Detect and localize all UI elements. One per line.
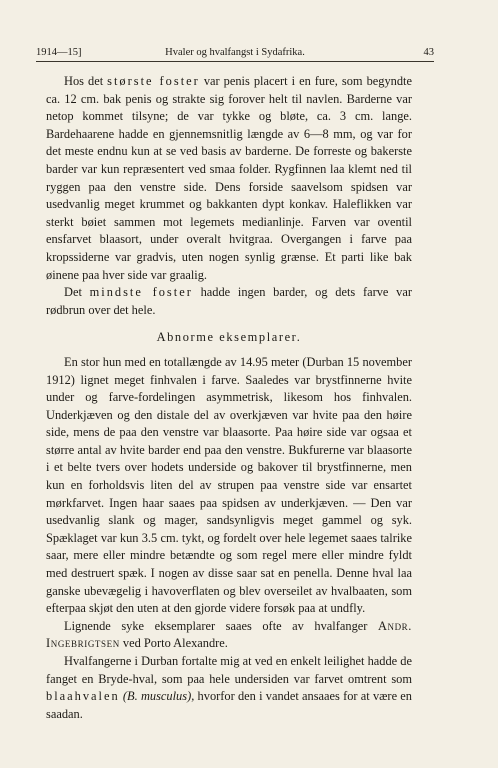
- emphasis-spaced: blaahvalen: [46, 689, 120, 704]
- text-run: ved Porto Alexandre.: [119, 636, 228, 651]
- text-run: Det: [64, 285, 90, 300]
- section-heading: Abnorme eksemplarer.: [156, 330, 302, 345]
- running-header: [36, 46, 434, 60]
- text-run: Lignende syke eksemplarer saaes ofte av hvalfanger: [64, 618, 378, 633]
- paragraph: En stor hun med en totallængde av 14.95 meter (Durban 15 november 1912) lignet meget finhvalen i farve. Saaledes var brystfinnerne hvite under og farve-fordelingen asymmetrisk, likesom hos finhvalen. Underkjæven og den distale del av overkjæven var hvite paa den høire side, mens de paa den venstre var blaasorte. Paa høire side var ogsaa et større antal av hvite barder end paa den venstre. Bukfurerne var blaasorte i et belte tvers over hodets underside og bakover til brystfinnerne, men kun en forholdsvis liten del av strupen paa venstre side var ensartet mørkfarvet. Ingen haar saaes paa spidsen av underkjæven. — Den var usedvanlig slank og mager, sandsynligvis meget gammel og syk. Spæklaget var kun 3.5 cm. tykt, og fordelt over hele legemet saaes talrike saar, mere eller mindre betændte og som regel mere eller mindre fyldt med destruert spæk. I nogen av disse saar sat en penella. Denne hval laa ganske ubevægelig i havoverflaten og blev overseilet av hvalbaaten, som efterpaa skjøt den uten at den gjorde videre forsøk paa at undfly.: [46, 354, 412, 616]
- text-run: var penis placert i en fure, som begyndte ca. 12 cm. bak penis og strakte sig forover helt til navlen. Barderne var netop kommet tilsyne; de var tykke og bløte, ca. 3 cm. lange. Bardehaarene hadde en gjennemsnitlig længde av 6—8 mm, og var for det meste endnu kun at se ved basis av barderne. De forreste og bakerste barder var kun repræsentert ved smaa folder. Rygfinnen laa klemt ned til ryggen paa den venstre side. Dens forside saavelsom spidsen var usedvanlig meget krummet og bakkanten dypt konkav. Haleflikken var sterkt bøiet sammen mot legemets medianlinje. Farven var oventil ensfarvet blaasort, under overalt hvitgraa. Overgangen i farve paa kropssiderne var gradvis, uten nogen synlig grænse. Et parti like bak øinene paa hver side var graalig.: [46, 74, 412, 282]
- paragraph: [46, 618, 412, 653]
- text-run: Hvalfangerne i Durban fortalte mig at ved en enkelt leilighet hadde de fanget en Bryde-hval, som paa hele undersiden var farvet omtrent som: [46, 654, 412, 686]
- text-run: hadde ingen barder, og dets farve var rødbrun over det hele.: [46, 285, 412, 317]
- paragraph: [46, 284, 412, 319]
- header-rule: [36, 61, 434, 62]
- header-title: Hvaler og hvalfangst i Sydafrika.: [165, 47, 305, 58]
- header-volume-years: 1914—15]: [36, 47, 82, 58]
- emphasis-spaced: mindste foster: [89, 285, 193, 300]
- emphasis-spaced: største foster: [107, 74, 200, 88]
- author-name: Andr. Ingebrigtsen: [46, 618, 412, 651]
- text-run: Hos det: [64, 74, 108, 88]
- species-name: (B. musculus),: [122, 689, 195, 704]
- text-run: hvorfor den i vandet ansaaes for at være en saadan.: [46, 689, 412, 721]
- page-number: 43: [423, 47, 434, 58]
- paragraph: [46, 73, 412, 284]
- paragraph: [46, 653, 412, 723]
- body-text: [46, 73, 412, 723]
